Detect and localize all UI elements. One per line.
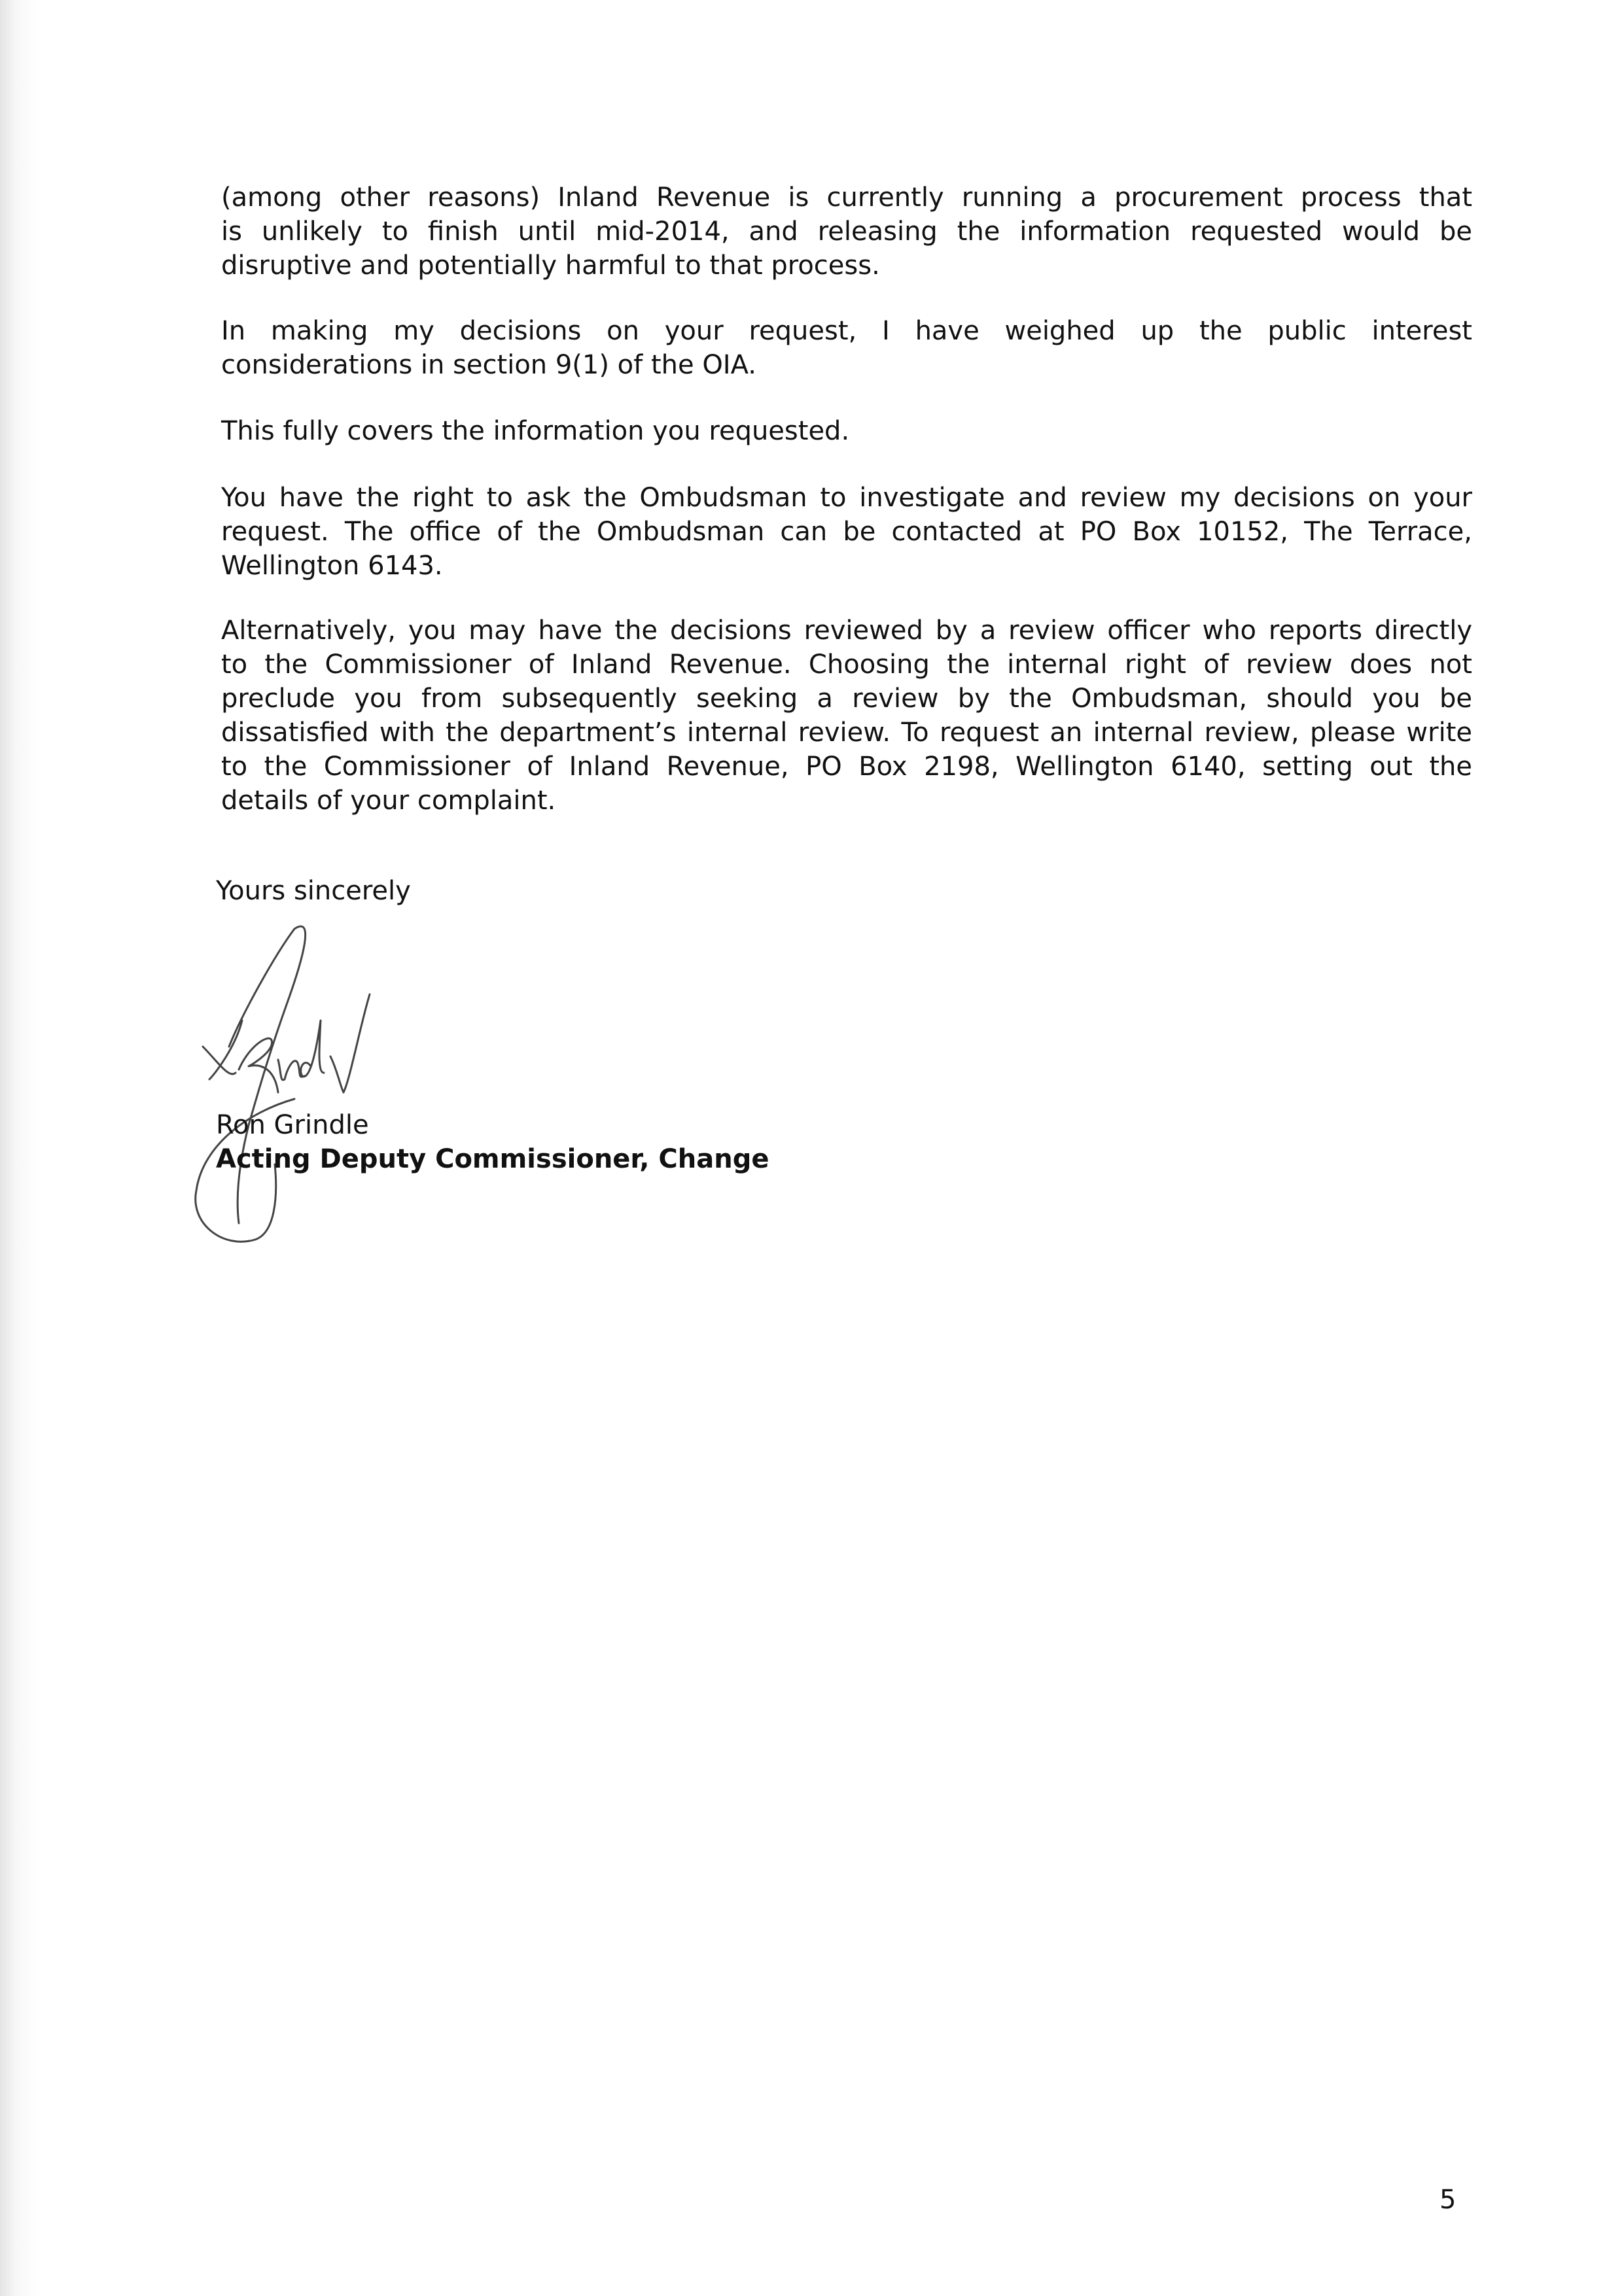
text-line: (among other reasons) Inland Revenue is currently running a procurement process that [221,183,1472,213]
text-line: dissatisfied with the department’s internal review. To request an internal review, please write [221,718,1472,748]
paragraph-procurement [221,181,1472,283]
signatory-name: Ron Grindle [216,1110,369,1140]
text-line: to the Commissioner of Inland Revenue. Choosing the internal right of review does not [221,650,1472,680]
text-line: considerations in section 9(1) of the OIA. [221,350,756,380]
text-line: disruptive and potentially harmful to that process. [221,251,880,281]
text-line: details of your complaint. [221,786,556,816]
closing: Yours sincerely [216,876,411,906]
text-line: In making my decisions on your request, I have weighed up the public interest [221,316,1472,346]
text-line: to the Commissioner of Inland Revenue, PO Box 2198, Wellington 6140, setting out the [221,752,1472,782]
paragraph-public-interest [221,314,1472,382]
text-line: Wellington 6143. [221,551,443,581]
text-line: preclude you from subsequently seeking a review by the Ombudsman, should you be [221,684,1472,714]
paragraph-internal-review [221,614,1472,818]
text-line: is unlikely to finish until mid-2014, and releasing the information requested would be [221,217,1472,247]
handwritten-signature [164,916,438,1243]
paragraph-coverage [221,414,1472,448]
text-line: You have the right to ask the Ombudsman to investigate and review my decisions on your [221,483,1472,513]
signatory-title: Acting Deputy Commissioner, Change [216,1144,769,1174]
paragraph-ombudsman [221,481,1472,583]
text-line: This fully covers the information you requested. [221,416,850,446]
text-line: request. The office of the Ombudsman can be contacted at PO Box 10152, The Terrace, [221,517,1472,547]
text-line: Alternatively, you may have the decisions reviewed by a review officer who reports directly [221,616,1472,646]
page-number: 5 [1439,2185,1456,2215]
scan-edge-shadow [0,0,39,2296]
